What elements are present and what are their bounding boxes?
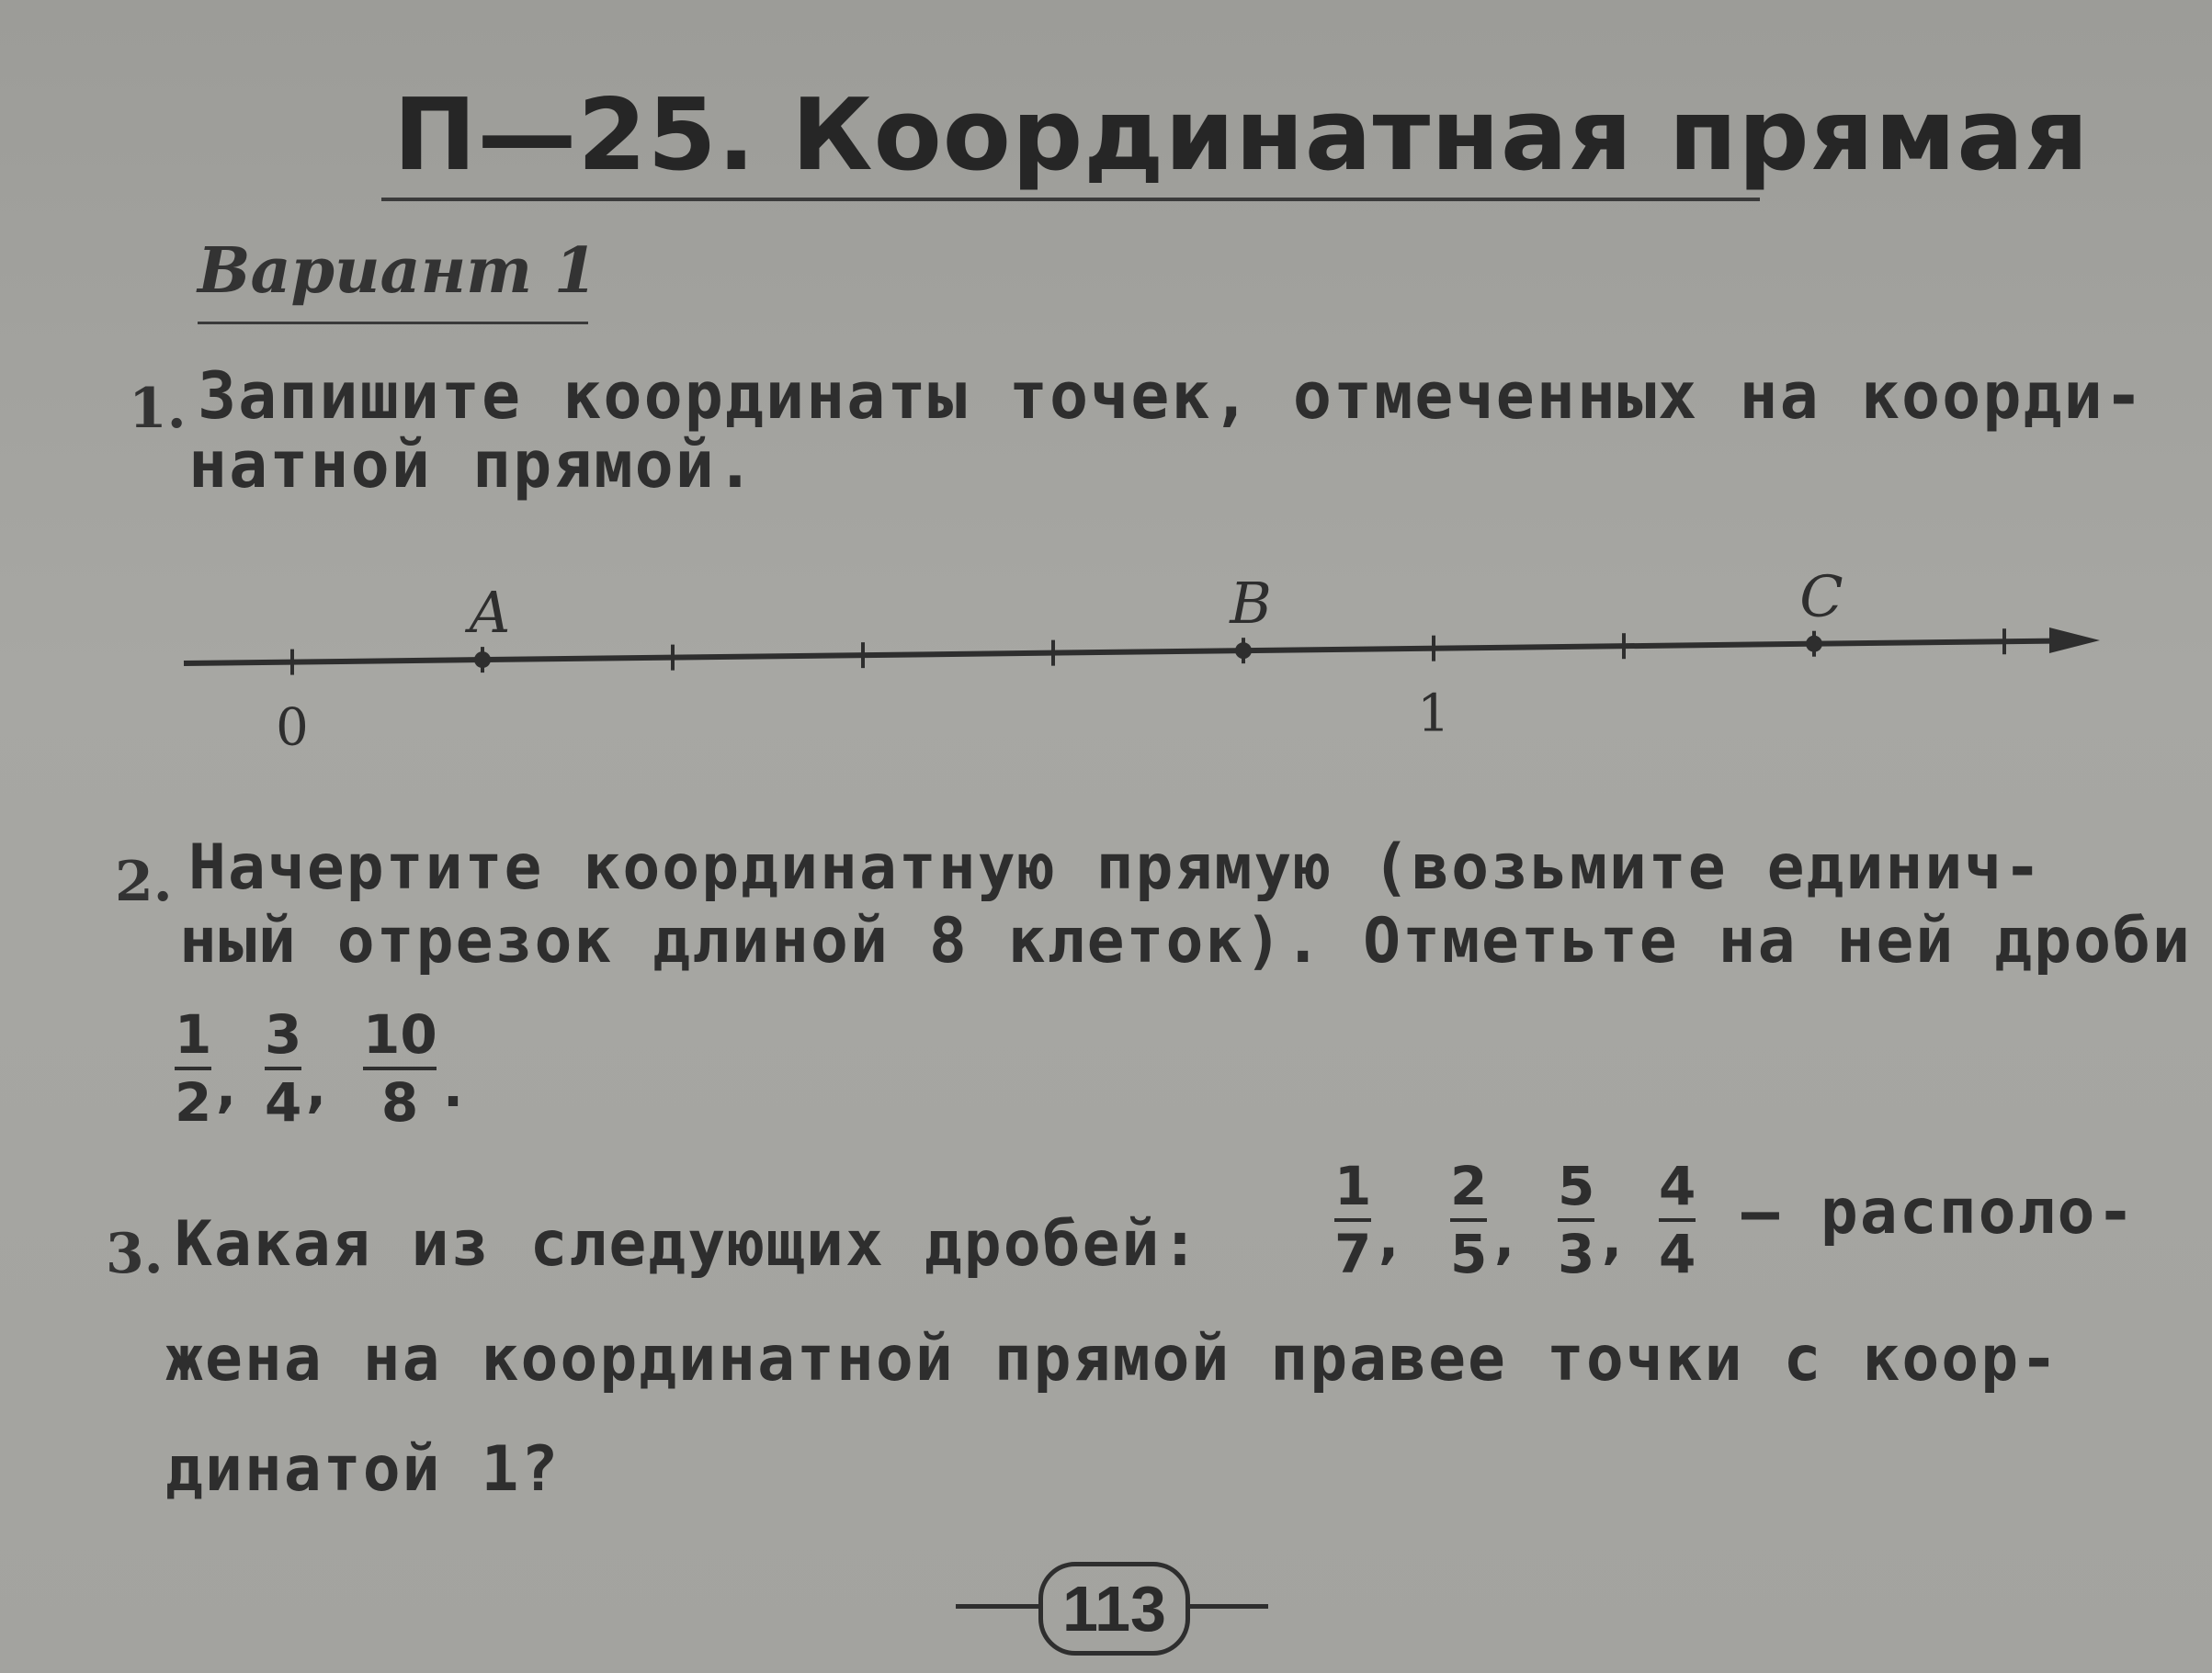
coordinate-line: [0, 533, 2212, 753]
axis-line: [184, 640, 2072, 663]
page-number: 113: [1038, 1562, 1190, 1656]
task2-fraction-1: 1 2: [175, 1003, 212, 1134]
point-label-a: A: [469, 579, 511, 647]
task3-fraction-3: 5 3: [1558, 1155, 1595, 1285]
task2-end: .: [443, 1057, 464, 1119]
point-c: [1806, 636, 1822, 652]
task3-line2: жена на координатной прямой правее точки с коор-: [165, 1323, 2060, 1396]
axis-arrow: [2049, 627, 2100, 653]
task2-fraction-2: 3 4: [265, 1003, 302, 1134]
task1-line2: натной прямой.: [188, 427, 757, 503]
point-label-c: C: [1799, 562, 1843, 630]
task3-fraction-1: 1 7: [1334, 1155, 1372, 1285]
page-title: П—25. Координатная прямая: [393, 78, 2090, 193]
task2-line1: Начертите координатную прямую (возьмите единич-: [188, 831, 2044, 904]
task3-fraction-2: 2 5: [1450, 1155, 1488, 1285]
tick-label: 0: [276, 697, 309, 753]
point-b: [1235, 642, 1252, 659]
title-underline: [381, 198, 1760, 201]
task3-line3: динатой 1?: [165, 1433, 561, 1506]
page-number-badge: [956, 1562, 1268, 1654]
task2-line2: ный отрезок длиной 8 клеток). Отметьте на ней дроби: [179, 905, 2192, 978]
task2-fraction-3: 10 8: [363, 1003, 437, 1134]
task1-number: 1.: [129, 377, 187, 441]
tick-label: 1: [1417, 684, 1450, 744]
point-a: [474, 651, 491, 668]
textbook-page: П—25. Координатная прямая Вариант 1 1. Запишите координаты точек, отмеченных на коорди- натной прямой. A B C 0 1 2. Начертите координатную прямую (возьмите единич- ный отрезок длиной 8 клеток). Отметьте на ней дроби 1 2 , 3 4 , 10 8 . 3. Какая из следующих дробей: 1 7 , 2 5 , 5 3 , 4 4 — располо- жена на координатной прямой правее точки с коор- динатой 1? 113: [0, 0, 2212, 1673]
task3-fraction-4: 4 4: [1659, 1155, 1696, 1285]
task3-suffix: — располо-: [1741, 1176, 2137, 1249]
variant-heading: Вариант 1: [198, 234, 598, 308]
task2-number: 2.: [115, 850, 173, 914]
task3-prefix: Какая из следующих дробей:: [175, 1208, 1201, 1281]
task3-number: 3.: [106, 1222, 164, 1286]
point-label-b: B: [1230, 570, 1272, 638]
task1-line1: Запишите координаты точек, отмеченных на коорди-: [198, 358, 2145, 434]
variant-underline: [198, 322, 588, 324]
